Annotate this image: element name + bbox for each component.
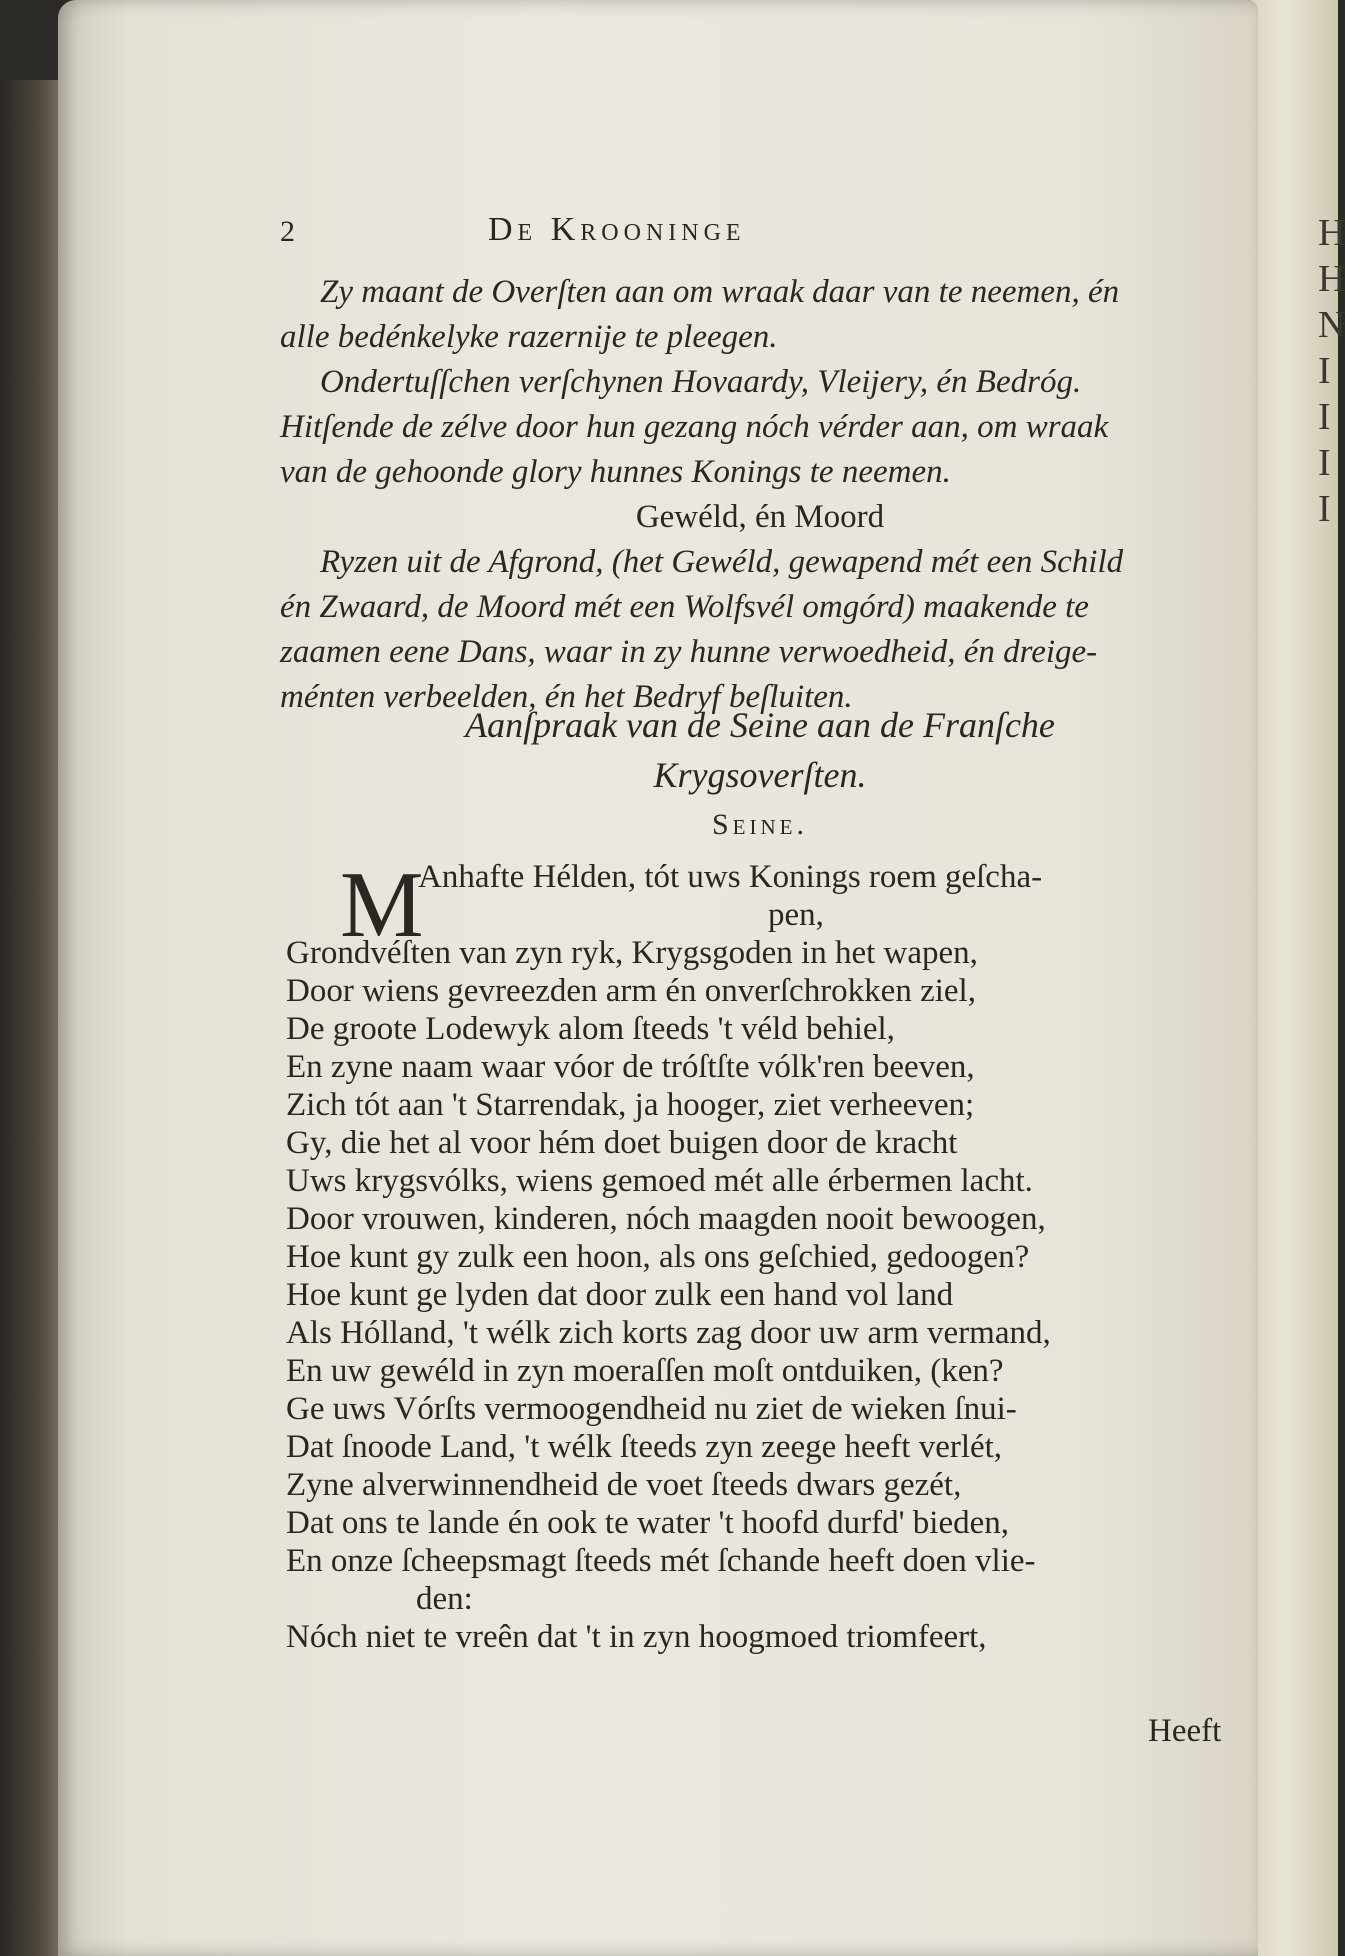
- verse-line: Uws krygsvólks, wiens gemoed mét alle érbermen lacht.: [286, 1163, 1033, 1199]
- verse-line: Door vrouwen, kinderen, nóch maagden nooit bewoogen,: [286, 1201, 1046, 1237]
- verse-line: Grondvéſten van zyn ryk, Krygsgoden in het wapen,: [286, 935, 978, 971]
- facing-letter: H: [1318, 212, 1345, 254]
- verse-line: Dat ſnoode Land, 't wélk ſteeds zyn zeege heeft verlét,: [286, 1429, 1003, 1465]
- verse-line: En zyne naam waar vóor de tróſtſte vólk'ren beeven,: [286, 1049, 975, 1085]
- verse-line: En onze ſcheepsmagt ſteeds mét ſchande heeft doen vlie-: [286, 1543, 1036, 1579]
- verse-line: pen,: [768, 897, 824, 933]
- verse-opening: [418, 858, 1042, 934]
- facing-letter: I: [1318, 350, 1331, 392]
- verse-line: En uw gewéld in zyn moeraſſen moſt ontduiken, (ken?: [286, 1353, 1004, 1389]
- verse-line: Door wiens gevreezden arm én onverſchrokken ziel,: [286, 973, 976, 1009]
- stage-direction-line: ménten verbeelden, én het Bedryf beſluiten.: [280, 679, 853, 715]
- speech-heading: [280, 700, 1240, 800]
- stage-direction-heading: Gewéld, én Moord: [635, 499, 885, 535]
- stage-directions: [280, 270, 1240, 720]
- verse-line: Zich tót aan 't Starrendak, ja hooger, ziet verheeven;: [286, 1087, 975, 1123]
- verse-line: Hoe kunt gy zulk een hoon, als ons geſchied, gedoogen?: [286, 1239, 1030, 1275]
- verse-line: Als Hólland, 't wélk zich korts zag door uw arm vermand,: [286, 1315, 1051, 1351]
- verse-line: Zyne alverwinnendheid de voet ſteeds dwars gezét,: [286, 1467, 962, 1503]
- facing-letter: I: [1318, 488, 1331, 530]
- facing-page-letters: [1318, 210, 1345, 532]
- facing-letter: I: [1318, 396, 1331, 438]
- verse-line: Hoe kunt ge lyden dat door zulk een hand vol land: [286, 1277, 954, 1313]
- verse-body: [286, 934, 1206, 1656]
- verse-line: Anhafte Hélden, tót uws Konings roem geſcha-: [418, 859, 1043, 895]
- verse-line: Gy, die het al voor hém doet buigen door de kracht: [286, 1125, 958, 1161]
- running-title: De Krooninge: [488, 211, 746, 248]
- stage-direction-line: van de gehoonde glory hunnes Konings te neemen.: [280, 454, 951, 490]
- speech-heading-line: Aanſpraak van de Seine aan de Franſche: [465, 705, 1055, 745]
- verse-line: Dat ons te lande én ook te water 't hoofd durfd' bieden,: [286, 1505, 1010, 1541]
- speech-heading-line: Krygsoverſten.: [653, 755, 867, 795]
- stage-direction-line: Zy maant de Overſten aan om wraak daar van te neemen, én: [320, 274, 1120, 310]
- stage-direction-line: alle bedénkelyke razernije te pleegen.: [280, 319, 778, 355]
- verse-line: den:: [416, 1581, 473, 1617]
- verse-line: De groote Lodewyk alom ſteeds 't véld behiel,: [286, 1011, 895, 1047]
- facing-letter: H: [1318, 258, 1345, 300]
- verse-line: Nóch niet te vreên dat 't in zyn hoogmoed triomfeert,: [286, 1619, 987, 1655]
- stage-direction-line: Hitſende de zélve door hun gezang nóch vérder aan, om wraak: [280, 409, 1109, 445]
- book-page: [58, 0, 1258, 1956]
- drop-cap: M: [340, 853, 424, 957]
- speaker-name: Seine.: [712, 808, 808, 841]
- stage-direction-line: Ryzen uit de Afgrond, (het Gewéld, gewapend mét een Schild: [320, 544, 1124, 580]
- stage-direction-line: Ondertuſſchen verſchynen Hovaardy, Vleijery, én Bedróg.: [320, 364, 1082, 400]
- stage-direction-line: zaamen eene Dans, waar in zy hunne verwoedheid, én dreige-: [280, 634, 1098, 670]
- stage-direction-line: én Zwaard, de Moord mét een Wolfsvél omgórd) maakende te: [280, 589, 1089, 625]
- page-number: 2: [280, 215, 295, 248]
- running-head: [58, 211, 1258, 255]
- verse-line: Ge uws Vórſts vermoogendheid nu ziet de wieken ſnui-: [286, 1391, 1017, 1427]
- facing-letter: N: [1318, 304, 1345, 346]
- catchword: Heeft: [1148, 1713, 1222, 1749]
- facing-letter: I: [1318, 442, 1331, 484]
